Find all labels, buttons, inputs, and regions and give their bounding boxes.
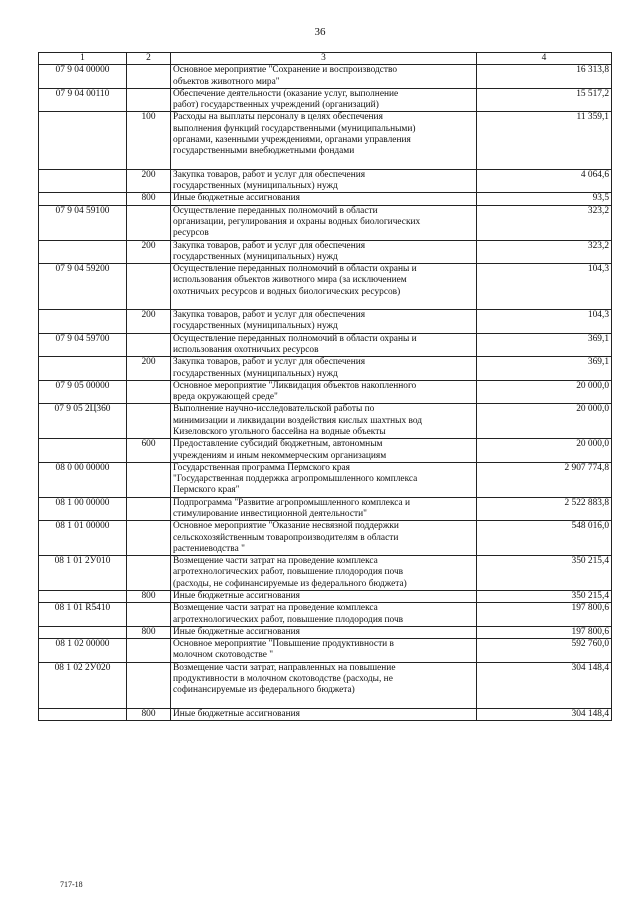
amount-cell: 592 760,0	[477, 639, 612, 663]
expense-type-cell	[127, 603, 171, 627]
description-cell	[171, 626, 477, 638]
description-line	[173, 298, 474, 309]
description-line: Основное мероприятие "Сохранение и воспроизводство	[173, 65, 398, 76]
description-line: Возмещение части затрат на проведение комплекса	[173, 603, 378, 614]
target-code-cell	[39, 169, 127, 193]
description-line: органами, казенными учреждениями, органами управления	[173, 134, 411, 145]
description-line: Осуществление переданных полномочий в области охраны и	[173, 264, 417, 275]
description-line: государственных (муниципальных) нужд	[173, 181, 338, 192]
description-line: государственных (муниципальных) нужд	[173, 321, 338, 332]
description-line: учреждениям и иным некоммерческим организациям	[173, 450, 387, 461]
amount-cell: 2 907 774,8	[477, 462, 612, 497]
target-code-cell: 07 9 04 00000	[39, 65, 127, 89]
expense-type-cell: 200	[127, 169, 171, 193]
amount-cell: 323,2	[477, 240, 612, 264]
description-line: Возмещение части затрат на проведение комплекса	[173, 556, 378, 567]
description-line: растениеводства "	[173, 543, 245, 554]
amount-cell: 304 148,4	[477, 662, 612, 708]
description-cell	[171, 462, 477, 497]
amount-cell: 369,1	[477, 333, 612, 357]
description-line: продуктивности в молочном скотоводстве (расходы, не	[173, 673, 393, 684]
description-line: ресурсов	[173, 228, 209, 239]
description-line	[173, 696, 474, 707]
description-line: Обеспечение деятельности (оказание услуг, выполнение	[173, 88, 399, 99]
amount-cell: 197 800,6	[477, 626, 612, 638]
table-row	[39, 521, 612, 556]
amount-cell: 304 148,4	[477, 708, 612, 720]
amount-cell: 323,2	[477, 205, 612, 240]
description-line: Основное мероприятие "Повышение продуктивности в	[173, 639, 394, 650]
target-code-cell: 08 1 02 2У020	[39, 662, 127, 708]
target-code-cell	[39, 708, 127, 720]
description-line: Закупка товаров, работ и услуг для обеспечения	[173, 240, 366, 251]
header-col-2: 2	[127, 53, 171, 65]
description-line: охотничьих ресурсов и водных биологических ресурсов)	[173, 286, 401, 297]
table-row	[39, 404, 612, 439]
description-cell	[171, 88, 477, 112]
target-code-cell: 07 9 05 2Ц360	[39, 404, 127, 439]
description-line: Пермского края"	[173, 485, 240, 496]
amount-cell: 350 215,4	[477, 590, 612, 602]
amount-cell: 20 000,0	[477, 380, 612, 404]
description-line: вреда окружающей среде"	[173, 392, 278, 403]
description-line: агротехнологических работ, повышение плодородия почв	[173, 567, 404, 578]
document-code: 717-18	[60, 880, 83, 889]
target-code-cell	[39, 439, 127, 463]
page-number: 36	[314, 26, 326, 38]
amount-cell: 11 359,1	[477, 112, 612, 169]
table-row	[39, 639, 612, 663]
expense-type-cell	[127, 264, 171, 310]
description-line: сельскохозяйственным товаропроизводителям в области	[173, 532, 399, 543]
expense-type-cell	[127, 205, 171, 240]
description-line: организации, регулирования и охраны водных биологических	[173, 216, 421, 227]
amount-cell: 104,3	[477, 264, 612, 310]
table-row	[39, 497, 612, 521]
description-line: Закупка товаров, работ и услуг для обеспечения	[173, 310, 366, 321]
description-line: Расходы на выплаты персоналу в целях обеспечения	[173, 112, 383, 123]
description-cell	[171, 333, 477, 357]
target-code-cell: 07 9 04 59100	[39, 205, 127, 240]
target-code-cell	[39, 626, 127, 638]
table-row	[39, 112, 612, 169]
description-line: Осуществление переданных полномочий в области	[173, 205, 378, 216]
description-cell	[171, 708, 477, 720]
description-line: государственных (муниципальных) нужд	[173, 368, 338, 379]
description-cell	[171, 205, 477, 240]
table-row	[39, 462, 612, 497]
amount-cell: 2 522 883,8	[477, 497, 612, 521]
table-row	[39, 310, 612, 334]
description-cell	[171, 603, 477, 627]
description-line: стимулирование инвестиционной деятельности"	[173, 508, 367, 519]
table-row	[39, 439, 612, 463]
amount-cell: 93,5	[477, 193, 612, 205]
table-row	[39, 357, 612, 381]
target-code-cell	[39, 590, 127, 602]
target-code-cell: 07 9 04 00110	[39, 88, 127, 112]
expense-type-cell: 100	[127, 112, 171, 169]
expense-type-cell	[127, 462, 171, 497]
expense-type-cell: 800	[127, 708, 171, 720]
amount-cell: 350 215,4	[477, 556, 612, 591]
table-row	[39, 205, 612, 240]
expense-type-cell: 800	[127, 626, 171, 638]
description-line: агротехнологических работ, повышение плодородия почв	[173, 614, 404, 625]
amount-cell: 15 517,2	[477, 88, 612, 112]
description-line: Иные бюджетные ассигнования	[173, 590, 300, 601]
description-line: минимизации и ликвидации воздействия кислых шахтных вод	[173, 415, 423, 426]
description-line: Государственная программа Пермского края	[173, 462, 350, 473]
description-line: (расходы, не софинансируемые из федерального бюджета)	[173, 578, 407, 589]
target-code-cell: 08 0 00 00000	[39, 462, 127, 497]
description-cell	[171, 590, 477, 602]
target-code-cell	[39, 310, 127, 334]
target-code-cell: 08 1 02 00000	[39, 639, 127, 663]
expense-type-cell	[127, 88, 171, 112]
header-col-3: 3	[171, 53, 477, 65]
description-cell	[171, 556, 477, 591]
description-line: Иные бюджетные ассигнования	[173, 708, 300, 719]
description-cell	[171, 639, 477, 663]
description-line: выполнения функций государственными (муниципальными)	[173, 123, 416, 134]
expense-type-cell	[127, 404, 171, 439]
description-line: Основное мероприятие "Ликвидация объектов накопленного	[173, 380, 417, 391]
description-line: Предоставление субсидий бюджетным, автономным	[173, 439, 383, 450]
table-row	[39, 193, 612, 205]
target-code-cell: 08 1 01 2У010	[39, 556, 127, 591]
table-row	[39, 333, 612, 357]
target-code-cell	[39, 193, 127, 205]
expense-type-cell	[127, 333, 171, 357]
description-line: Подпрограмма "Развитие агропромышленного комплекса и	[173, 497, 411, 508]
table-header-row	[39, 53, 612, 65]
expense-type-cell	[127, 521, 171, 556]
table-row	[39, 708, 612, 720]
target-code-cell	[39, 112, 127, 169]
table-row	[39, 626, 612, 638]
table-row	[39, 88, 612, 112]
description-line: Возмещение части затрат, направленных на повышение	[173, 662, 396, 673]
expense-type-cell	[127, 497, 171, 521]
expense-type-cell: 200	[127, 310, 171, 334]
amount-cell: 104,3	[477, 310, 612, 334]
amount-cell: 197 800,6	[477, 603, 612, 627]
description-line: Выполнение научно-исследовательской работы по	[173, 404, 375, 415]
description-cell	[171, 380, 477, 404]
description-line: объектов животного мира"	[173, 76, 280, 87]
description-line: Закупка товаров, работ и услуг для обеспечения	[173, 357, 366, 368]
table-row	[39, 264, 612, 310]
description-cell	[171, 240, 477, 264]
description-line: государственных (муниципальных) нужд	[173, 251, 338, 262]
expense-type-cell: 600	[127, 439, 171, 463]
expense-type-cell	[127, 380, 171, 404]
expense-type-cell	[127, 662, 171, 708]
amount-cell: 16 313,8	[477, 65, 612, 89]
target-code-cell: 08 1 01 R5410	[39, 603, 127, 627]
expense-type-cell	[127, 639, 171, 663]
expense-type-cell	[127, 556, 171, 591]
description-cell	[171, 662, 477, 708]
description-cell	[171, 521, 477, 556]
description-line: использования объектов животного мира (за исключением	[173, 275, 407, 286]
table-row	[39, 603, 612, 627]
amount-cell: 548 016,0	[477, 521, 612, 556]
expense-type-cell: 800	[127, 590, 171, 602]
target-code-cell: 07 9 04 59200	[39, 264, 127, 310]
target-code-cell: 07 9 05 00000	[39, 380, 127, 404]
description-cell	[171, 310, 477, 334]
target-code-cell: 07 9 04 59700	[39, 333, 127, 357]
header-col-4: 4	[477, 53, 612, 65]
table-row	[39, 380, 612, 404]
description-line: Иные бюджетные ассигнования	[173, 626, 300, 637]
expense-type-cell: 200	[127, 240, 171, 264]
expense-type-cell: 200	[127, 357, 171, 381]
description-cell	[171, 169, 477, 193]
description-line: "Государственная поддержка агропромышленного комплекса	[173, 474, 418, 485]
amount-cell: 369,1	[477, 357, 612, 381]
description-cell	[171, 193, 477, 205]
table-row	[39, 169, 612, 193]
table-row	[39, 662, 612, 708]
header-col-1: 1	[39, 53, 127, 65]
table-row	[39, 556, 612, 591]
amount-cell: 4 064,6	[477, 169, 612, 193]
description-line: молочном скотоводстве "	[173, 650, 274, 661]
budget-table	[38, 52, 612, 721]
description-line: использования охотничьих ресурсов	[173, 345, 319, 356]
description-cell	[171, 404, 477, 439]
description-cell	[171, 439, 477, 463]
description-cell	[171, 264, 477, 310]
description-cell	[171, 357, 477, 381]
description-line: Закупка товаров, работ и услуг для обеспечения	[173, 169, 366, 180]
budget-table-body	[39, 65, 612, 721]
description-line: Осуществление переданных полномочий в области охраны и	[173, 333, 417, 344]
description-line	[173, 158, 474, 169]
description-cell	[171, 112, 477, 169]
description-cell	[171, 497, 477, 521]
table-row	[39, 65, 612, 89]
expense-type-cell: 800	[127, 193, 171, 205]
description-line: софинансируемые из федерального бюджета)	[173, 685, 355, 696]
table-row	[39, 590, 612, 602]
description-line: Основное мероприятие "Оказание несвязной поддержки	[173, 521, 399, 532]
description-line: Кизеловского угольного бассейна на водные объекты	[173, 427, 386, 437]
expense-type-cell	[127, 65, 171, 89]
description-line: Иные бюджетные ассигнования	[173, 193, 300, 204]
amount-cell: 20 000,0	[477, 404, 612, 439]
target-code-cell: 08 1 00 00000	[39, 497, 127, 521]
target-code-cell: 08 1 01 00000	[39, 521, 127, 556]
description-line: работ) государственных учреждений (организаций)	[173, 100, 379, 111]
description-line: государственными внебюджетными фондами	[173, 146, 355, 157]
table-row	[39, 240, 612, 264]
description-cell	[171, 65, 477, 89]
amount-cell: 20 000,0	[477, 439, 612, 463]
target-code-cell	[39, 357, 127, 381]
target-code-cell	[39, 240, 127, 264]
